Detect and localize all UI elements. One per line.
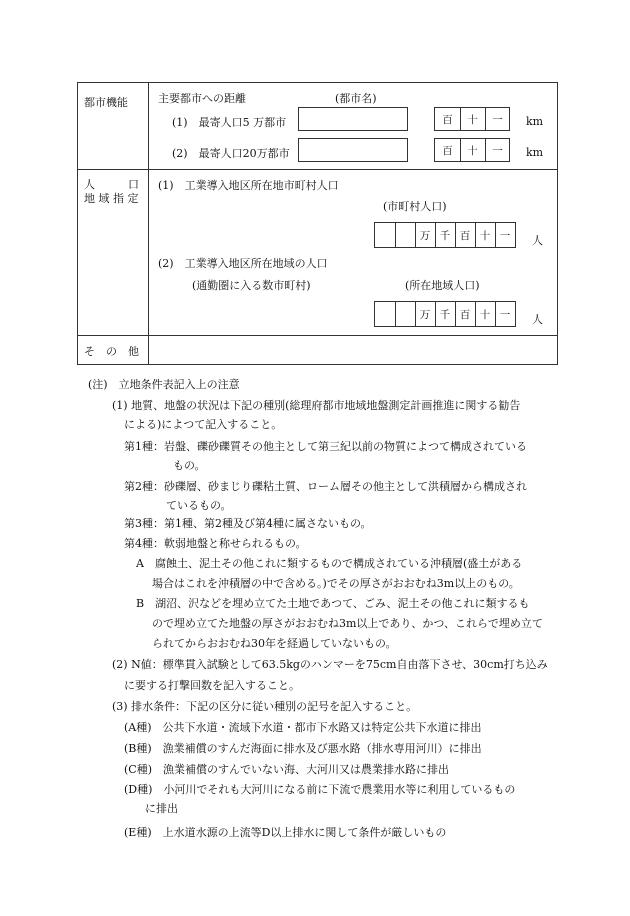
digit-label: 百	[459, 308, 471, 321]
distance-item-2-label: (2) 最寄人口20万都市	[172, 147, 290, 160]
municipal-population-digit-box[interactable]	[374, 222, 516, 248]
unit-km-2: km	[526, 146, 544, 159]
note-line: (C種) 漁業補償のすんでいない海、大河川又は農業排水路に排出	[124, 763, 449, 776]
digit-label: 百	[442, 144, 453, 157]
note-line: A 腐蝕土、泥土その他これに類するもので構成されている沖積層(盛土がある	[136, 557, 523, 570]
note-line: もの。	[173, 459, 206, 472]
row2-label-line1: 人 口	[84, 178, 139, 191]
population-item-2-label: (2) 工業導入地区所在地域の人口	[158, 257, 328, 270]
note-line: られてからおおむね30年を経過していないもの。	[152, 637, 397, 650]
note-line: 場合はこれを沖積層の中で含める。)でその厚さがおおむね3m以上のもの。	[152, 577, 520, 590]
digit-label: 一	[499, 229, 511, 242]
unit-person-2: 人	[532, 313, 543, 326]
row1-heading: 主要都市への距離	[158, 92, 246, 105]
digit-label: 百	[459, 229, 471, 242]
municipal-population-caption: (市町村人口)	[383, 200, 447, 213]
digit-label: 十	[467, 144, 478, 157]
notes-title: (注) 立地条件表記入上の注意	[88, 378, 240, 391]
digit-label: 千	[439, 229, 451, 242]
city-name-field-1[interactable]	[298, 107, 408, 131]
digit-label: 万	[419, 308, 431, 321]
area-population-caption: (所在地域人口)	[405, 279, 480, 292]
note-line: (B種) 漁業補償のすんだ海面に排水及び悪水路（排水専用河川）に排出	[124, 742, 482, 755]
note-line: 第2種：砂礫層、砂まじり礫粘土質、ローム層その他主として洪積層から構成され	[124, 480, 527, 493]
distance-digit-box-1[interactable]	[434, 107, 510, 131]
row2-label-line2: 地 域 指 定	[84, 192, 139, 205]
distance-digit-box-2[interactable]	[434, 138, 510, 162]
note-line: 第3種：第1種、第2種及び第4種に属さないもの。	[124, 517, 372, 530]
row1-label: 都市機能	[84, 96, 128, 109]
note-line: (2) N値：標準貫入試験として63.5kgのハンマーを75cm自由落下させ、30cm打ち込み	[112, 658, 548, 671]
area-population-digit-box[interactable]	[374, 301, 516, 327]
note-line: による)によつて記入すること。	[124, 418, 283, 431]
digit-label: 十	[479, 308, 491, 321]
note-line: に要する打撃回数を記入すること。	[124, 679, 300, 692]
note-line: B 湖沼、沢などを埋め立てた土地であつて、ごみ、泥土その他これに類するも	[136, 597, 530, 610]
note-line: (D種) 小河川でそれも大河川になる前に下流で農業用水等に利用しているもの	[124, 783, 516, 796]
note-line: (E種) 上水道水源の上流等D以上排水に関して条件が厳しいもの	[124, 826, 447, 839]
city-name-caption: (都市名)	[335, 92, 377, 105]
unit-person-1: 人	[532, 234, 543, 247]
row-divider-1	[78, 169, 557, 170]
population-item-1-label: (1) 工業導入地区所在地市町村人口	[158, 179, 339, 192]
digit-label: 十	[467, 113, 478, 126]
note-line: に排出	[145, 802, 178, 815]
distance-item-1-label: (1) 最寄人口5 万都市	[172, 116, 287, 129]
city-name-field-2[interactable]	[298, 138, 408, 162]
note-line: (A種) 公共下水道・流域下水道・都市下水路又は特定公共下水道に排出	[124, 721, 482, 734]
label-column-divider	[148, 83, 149, 364]
row3-label: そ の 他	[84, 345, 139, 358]
commuting-area-caption: (通勤圏に入る数市町村)	[192, 279, 311, 292]
note-line: 第1種：岩盤、礫砂礫質その他主として第三紀以前の物質によつて構成されている	[124, 440, 527, 453]
digit-label: 万	[419, 229, 431, 242]
digit-label: 百	[442, 113, 453, 126]
note-line: 第4種：軟弱地盤と称せられるもの。	[124, 537, 307, 550]
digit-label: 一	[499, 308, 511, 321]
note-line: ので埋め立てた地盤の厚さがおおむね3m以上であり、かつ、これらで埋め立て	[152, 617, 543, 630]
row-divider-2	[78, 335, 557, 336]
digit-label: 一	[492, 144, 503, 157]
digit-label: 一	[492, 113, 503, 126]
digit-label: 十	[479, 229, 491, 242]
note-line: ているもの。	[166, 499, 232, 512]
note-line: (3) 排水条件：下記の区分に従い種別の記号を記入すること。	[112, 700, 418, 713]
note-line: (1) 地質、地盤の状況は下記の種別(総理府都市地域地盤測定計画推進に関する勧告	[112, 399, 521, 412]
digit-label: 千	[439, 308, 451, 321]
unit-km-1: km	[526, 115, 544, 128]
